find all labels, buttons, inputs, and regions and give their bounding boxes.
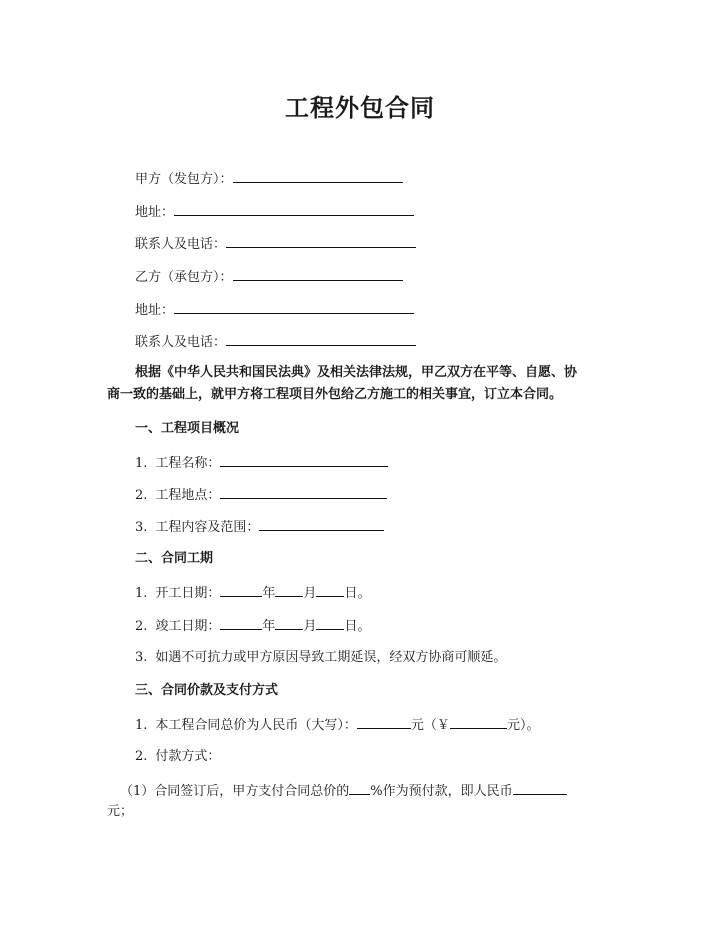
project-name-blank[interactable] [220,454,388,467]
clause-1-end: 元； [107,804,134,819]
year-label: 年 [262,619,276,634]
party-b-blank[interactable] [233,268,403,281]
party-a-line [135,170,403,188]
item-number: 1. [135,456,148,471]
section3-payment [135,749,220,765]
item-text: 如遇不可抗力或甲方原因导致工期延误，经双方协商可顺延。 [155,650,507,665]
party-b-contact-line [135,333,416,351]
item-number: 2. [135,749,148,764]
item-number: 2. [135,488,148,503]
party-a-contact-blank[interactable] [226,235,416,248]
clause-1-text-a: （1）合同签订后，甲方支付合同总价的 [120,784,350,799]
document-title: 工程外包合同 [285,94,435,122]
price-words-blank[interactable] [357,716,411,729]
section3-heading: 三、合同价款及支付方式 [135,683,279,698]
item-label: 竣工日期： [155,619,221,634]
price-number-blank[interactable] [450,716,507,729]
clause-1-line [120,782,567,800]
start-day-blank[interactable] [316,584,344,597]
party-b-address-blank[interactable] [174,301,414,314]
section2-item-3 [135,650,506,666]
item-number: 1. [135,586,148,601]
month-label: 月 [303,619,317,634]
end-month-blank[interactable] [275,617,303,630]
section1-item-3 [135,518,384,536]
party-a-blank[interactable] [233,170,403,183]
section3-price [135,716,539,734]
end-year-blank[interactable] [220,617,262,630]
item-label: 工程内容及范围： [155,520,260,535]
party-a-contact-label: 联系人及电话： [135,237,227,252]
month-label: 月 [303,586,317,601]
preamble-line-1: 根据《中华人民共和国民法典》及相关法律法规，甲乙双方在平等、自愿、协 [135,365,578,380]
party-b-address-label: 地址： [135,303,175,318]
section2-heading: 二、合同工期 [135,551,214,566]
section1-item-2 [135,486,387,504]
party-a-address-line [135,203,414,221]
party-a-label: 甲方（发包方）： [135,172,233,187]
party-b-label: 乙方（承包方）： [135,270,233,285]
item-number: 2. [135,619,148,634]
preamble-line-2: 商一致的基础上，就甲方将工程项目外包给乙方施工的相关事宜，订立本合同。 [107,387,563,402]
party-b-line [135,268,403,286]
yuan-end-label: 元）。 [506,718,540,733]
yuan-label: 元（￥ [410,718,450,733]
item-number: 1. [135,718,148,733]
year-label: 年 [262,586,276,601]
section1-heading: 一、工程项目概况 [135,421,240,436]
section2-item-2 [135,617,370,635]
project-location-blank[interactable] [220,486,387,499]
start-year-blank[interactable] [220,584,262,597]
item-label: 开工日期： [155,586,221,601]
item-label: 工程地点： [155,488,221,503]
end-day-blank[interactable] [316,617,344,630]
clause-1-text-b: %作为预付款，即人民币 [370,784,513,799]
party-b-contact-label: 联系人及电话： [135,335,227,350]
start-month-blank[interactable] [275,584,303,597]
item-number: 3. [135,520,148,535]
section2-item-1 [135,584,370,602]
prepay-percent-blank[interactable] [349,782,370,795]
party-b-contact-blank[interactable] [226,333,416,346]
day-label: 日。 [344,586,371,601]
party-a-address-blank[interactable] [174,203,414,216]
project-scope-blank[interactable] [259,518,384,531]
item-label: 工程名称： [155,456,221,471]
party-b-address-line [135,301,414,319]
party-a-address-label: 地址： [135,205,175,220]
payment-label: 付款方式： [155,749,221,764]
item-number: 3. [135,650,148,665]
day-label: 日。 [344,619,371,634]
section1-item-1 [135,454,388,472]
price-label: 本工程合同总价为人民币（大写）： [155,718,357,733]
prepay-amount-blank[interactable] [513,782,567,795]
party-a-contact-line [135,235,416,253]
